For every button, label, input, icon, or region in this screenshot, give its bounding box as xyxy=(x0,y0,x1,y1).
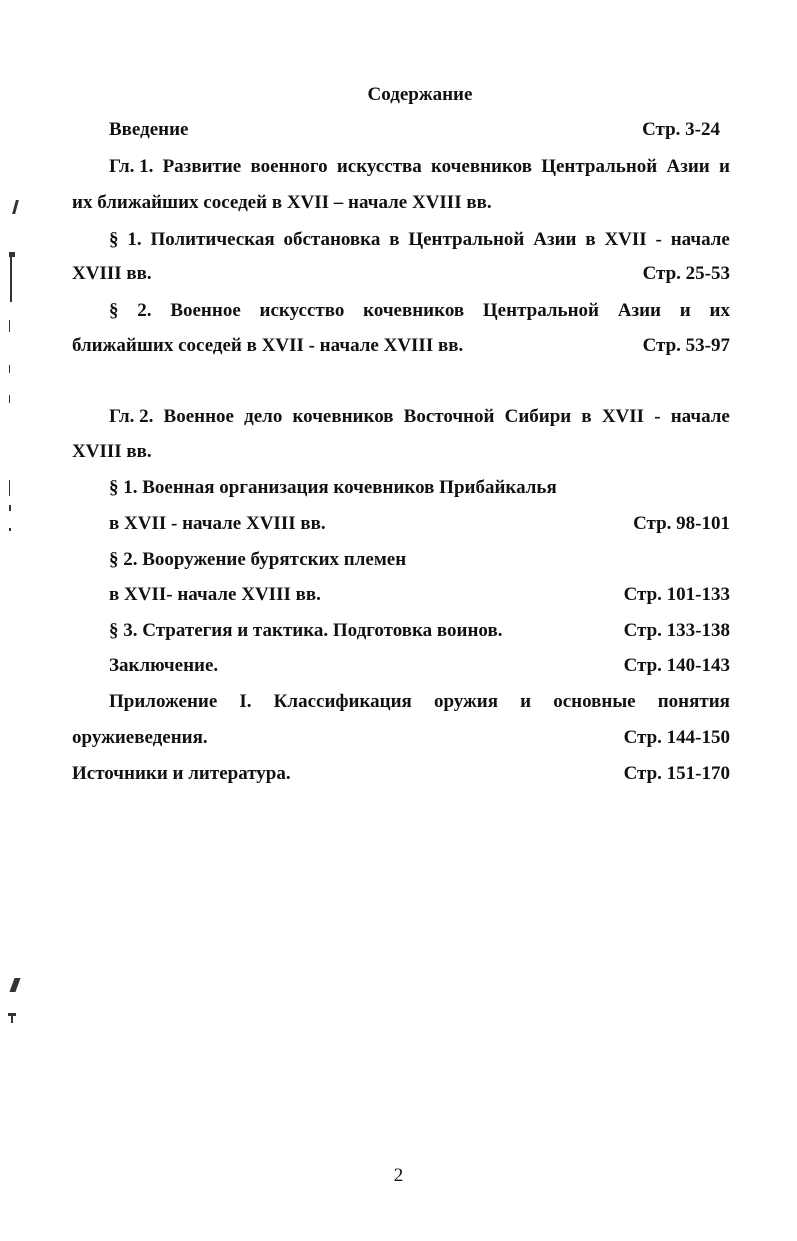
word: Развитие xyxy=(162,156,242,177)
word: § xyxy=(109,229,119,250)
word: Военное xyxy=(163,406,234,427)
word: Центральной xyxy=(408,229,525,250)
toc-title: Содержание xyxy=(367,84,473,105)
toc-entry-label: XVIII вв. xyxy=(72,263,152,284)
toc-section-1-1-cont xyxy=(72,262,730,286)
word: Азии xyxy=(666,156,710,177)
word: Военное xyxy=(170,300,241,321)
word: Восточной xyxy=(403,406,495,427)
word: Классификация xyxy=(273,691,412,712)
word: XVII xyxy=(604,229,647,250)
toc-entry-pages: Стр. 25-53 xyxy=(642,263,730,284)
word: военного xyxy=(250,156,328,177)
word: основные xyxy=(553,691,636,712)
toc-section-2-3 xyxy=(109,619,730,643)
scan-artifact xyxy=(9,480,10,496)
word: в xyxy=(581,406,592,427)
toc-entry-appendix xyxy=(109,690,730,714)
scan-artifact xyxy=(9,252,15,257)
toc-section-2-2: § 2. Вооружение бурятских племен xyxy=(109,549,407,570)
toc-entry-label: оружиеведения. xyxy=(72,727,208,748)
toc-chapter-2-title-cont: XVIII вв. xyxy=(72,441,152,462)
scan-artifact xyxy=(12,200,19,214)
toc-entry-label: § 3. Стратегия и тактика. Подготовка воинов. xyxy=(109,620,503,641)
word: дело xyxy=(244,406,283,427)
word: искусство xyxy=(259,300,345,321)
word: обстановка xyxy=(283,229,381,250)
toc-entry-pages: Стр. 144-150 xyxy=(623,727,730,748)
word: - xyxy=(655,229,662,250)
scan-artifact xyxy=(11,1013,13,1023)
word: Азии xyxy=(617,300,662,321)
word: § xyxy=(109,300,119,321)
toc-entry-pages: Стр. 3-24 xyxy=(642,119,720,140)
word: кочевников xyxy=(292,406,394,427)
scan-artifact xyxy=(9,320,10,332)
word: и xyxy=(679,300,691,321)
toc-entry-sources xyxy=(72,762,730,786)
word: Приложение xyxy=(109,691,218,712)
toc-section-1-1 xyxy=(109,228,730,252)
word: Сибири xyxy=(504,406,572,427)
word: Азии xyxy=(533,229,577,250)
toc-section-1-2-cont xyxy=(72,334,730,358)
word: их xyxy=(709,300,730,321)
scan-artifact xyxy=(9,505,11,511)
word: кочевников xyxy=(363,300,465,321)
scan-artifact xyxy=(9,528,11,531)
scan-artifact xyxy=(9,395,10,403)
word: и xyxy=(718,156,730,177)
toc-entry-label: Источники и литература. xyxy=(72,763,291,784)
toc-chapter-1-title xyxy=(109,155,730,179)
toc-section-2-1: § 1. Военная организация кочевников Прибайкалья xyxy=(109,477,557,498)
scan-artifact xyxy=(9,978,20,992)
toc-chapter-1-title-cont: их ближайших соседей в XVII – начале XVIII вв. xyxy=(72,192,492,213)
scan-artifact xyxy=(9,365,10,373)
toc-entry-intro xyxy=(109,118,720,142)
word: кочевников xyxy=(430,156,532,177)
word: начале xyxy=(670,406,730,427)
toc-entry-label: Заключение. xyxy=(109,655,219,676)
toc-section-1-2 xyxy=(109,299,730,323)
toc-entry-pages: Стр. 98-101 xyxy=(633,513,730,534)
word: начале xyxy=(670,229,730,250)
toc-entry-appendix-cont xyxy=(72,726,730,750)
toc-section-2-1-cont xyxy=(109,512,730,536)
word: XVII xyxy=(601,406,645,427)
toc-entry-pages: Стр. 140-143 xyxy=(623,655,730,676)
toc-entry-pages: Стр. 101-133 xyxy=(623,584,730,605)
word: Гл. 2. xyxy=(109,406,154,427)
word: 2. xyxy=(137,300,152,321)
word: в xyxy=(389,229,400,250)
word: 1. xyxy=(127,229,142,250)
word: Центральной xyxy=(482,300,599,321)
toc-entry-label: Введение xyxy=(109,119,189,140)
word: Центральной xyxy=(541,156,658,177)
word: в xyxy=(585,229,596,250)
toc-entry-pages: Стр. 133-138 xyxy=(623,620,730,641)
toc-entry-label: ближайших соседей в XVII - начале XVIII вв. xyxy=(72,335,464,356)
toc-entry-label: в XVII- начале XVIII вв. xyxy=(109,584,321,605)
toc-entry-pages: Стр. 151-170 xyxy=(623,763,730,784)
toc-entry-label: в XVII - начале XVIII вв. xyxy=(109,513,326,534)
word: оружия xyxy=(433,691,499,712)
toc-section-2-2-cont xyxy=(109,583,730,607)
word: понятия xyxy=(657,691,730,712)
toc-entry-pages: Стр. 53-97 xyxy=(642,335,730,356)
word: Политическая xyxy=(150,229,275,250)
word: и xyxy=(520,691,532,712)
word: Гл. 1. xyxy=(109,156,154,177)
toc-chapter-2-title xyxy=(109,405,730,429)
word: - xyxy=(654,406,661,427)
word: искусства xyxy=(336,156,422,177)
word: I. xyxy=(239,691,252,712)
toc-entry-conclusion xyxy=(109,654,730,678)
page-number: 2 xyxy=(393,1165,404,1186)
scan-artifact xyxy=(10,252,12,302)
